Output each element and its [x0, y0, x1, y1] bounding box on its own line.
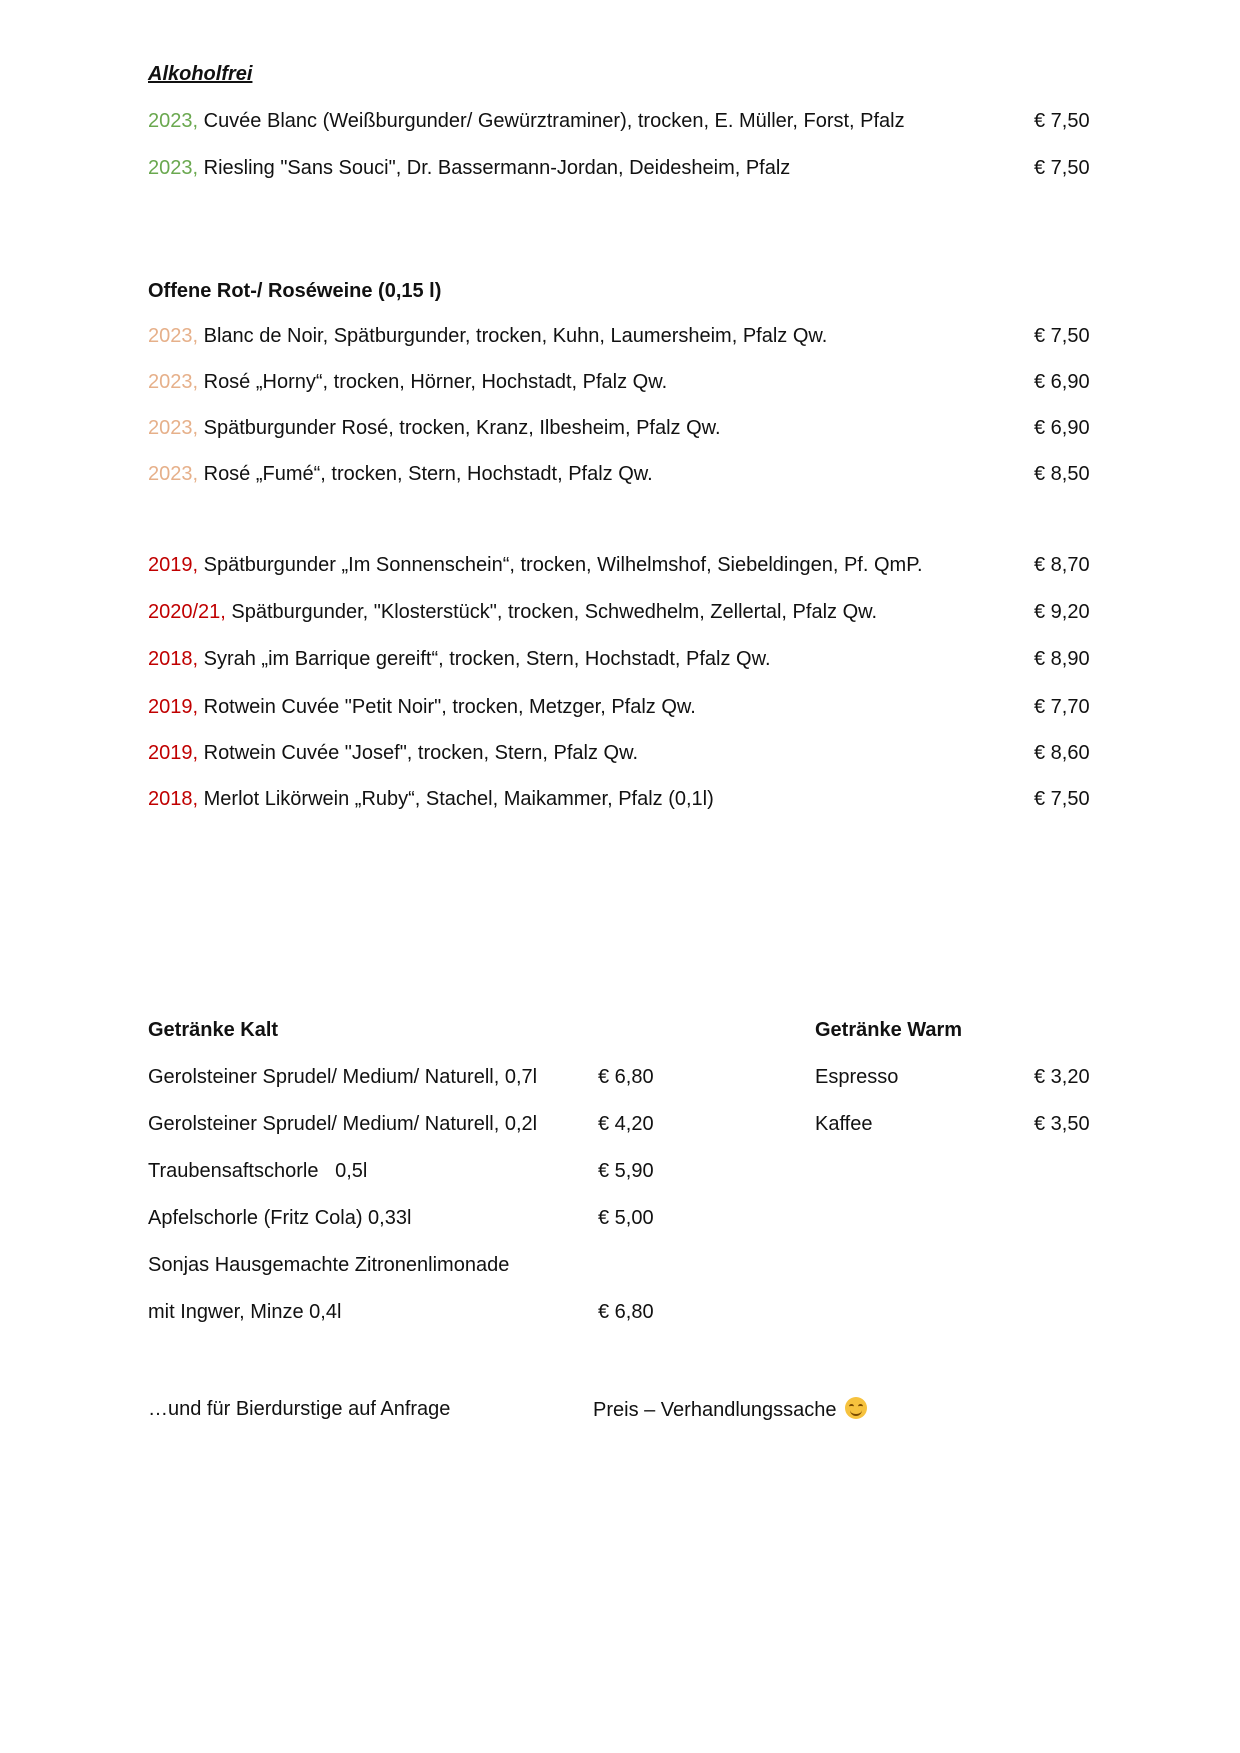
item-price: € 3,20 [1034, 1066, 1090, 1088]
list-item [148, 109, 905, 133]
wine-description: Cuvée Blanc (Weißburgunder/ Gewürztraminer), trocken, E. Müller, Forst, Pfalz [198, 110, 905, 132]
price-note-text: Preis – Verhandlungssache [593, 1399, 837, 1421]
list-item [148, 156, 790, 180]
item-price: € 7,50 [1034, 788, 1090, 810]
vintage-year: 2023, [148, 463, 199, 485]
wine-description: Rosé „Horny“, trocken, Hörner, Hochstadt, Pfalz Qw. [198, 371, 668, 393]
list-item [148, 741, 638, 765]
item-price: € 4,20 [598, 1113, 654, 1135]
vintage-year: 2018, [148, 648, 199, 670]
vintage-year: 2023, [148, 417, 199, 439]
list-item [148, 600, 877, 624]
wine-description: Spätburgunder „Im Sonnenschein“, trocken, Wilhelmshof, Siebeldingen, Pf. QmP. [198, 554, 923, 576]
wine-description: Spätburgunder Rosé, trocken, Kranz, Ilbesheim, Pfalz Qw. [198, 417, 721, 439]
item-price: € 6,90 [1034, 371, 1090, 393]
vintage-year: 2020/21, [148, 601, 226, 623]
drink-name: Apfelschorle (Fritz Cola) 0,33l [148, 1207, 412, 1229]
wine-description: Riesling "Sans Souci", Dr. Bassermann-Jordan, Deidesheim, Pfalz [198, 157, 791, 179]
vintage-year: 2019, [148, 742, 199, 764]
list-item [148, 416, 721, 440]
vintage-year: 2023, [148, 110, 199, 132]
item-price: € 8,50 [1034, 463, 1090, 485]
vintage-year: 2019, [148, 696, 199, 718]
item-price: € 6,90 [1034, 417, 1090, 439]
drink-name: Traubensaftschorle 0,5l [148, 1160, 368, 1182]
item-price: € 5,90 [598, 1160, 654, 1182]
section-title-rot-rose: Offene Rot-/ Roséweine (0,15 l) [148, 280, 442, 302]
item-price: € 6,80 [598, 1301, 654, 1323]
wine-description: Syrah „im Barrique gereift“, trocken, Stern, Hochstadt, Pfalz Qw. [198, 648, 771, 670]
wine-description: Rotwein Cuvée "Josef", trocken, Stern, Pfalz Qw. [198, 742, 639, 764]
list-item [148, 695, 696, 719]
list-item [148, 647, 771, 671]
wine-description: Rotwein Cuvée "Petit Noir", trocken, Metzger, Pfalz Qw. [198, 696, 696, 718]
item-price: € 7,50 [1034, 157, 1090, 179]
wine-description: Spätburgunder, "Klosterstück", trocken, Schwedhelm, Zellertal, Pfalz Qw. [225, 601, 878, 623]
vintage-year: 2019, [148, 554, 199, 576]
item-price: € 9,20 [1034, 601, 1090, 623]
drink-name: Gerolsteiner Sprudel/ Medium/ Naturell, 0,7l [148, 1066, 538, 1088]
drink-name: Espresso [815, 1066, 899, 1088]
wine-description: Merlot Likörwein „Ruby“, Stachel, Maikammer, Pfalz (0,1l) [198, 788, 714, 810]
section-title-warm: Getränke Warm [815, 1019, 963, 1041]
vintage-year: 2023, [148, 371, 199, 393]
list-item [148, 324, 827, 348]
item-price: € 7,50 [1034, 110, 1090, 132]
item-price: € 7,50 [1034, 325, 1090, 347]
smiling-face-icon [845, 1397, 867, 1419]
item-price: € 6,80 [598, 1066, 654, 1088]
list-item [148, 462, 653, 486]
section-title-alkoholfrei: Alkoholfrei [148, 63, 253, 85]
item-price: € 5,00 [598, 1207, 654, 1229]
drink-name: Kaffee [815, 1113, 873, 1135]
item-price: € 8,60 [1034, 742, 1090, 764]
list-item [148, 370, 667, 394]
drink-name: mit Ingwer, Minze 0,4l [148, 1301, 342, 1323]
item-price: € 3,50 [1034, 1113, 1090, 1135]
item-price: € 8,70 [1034, 554, 1090, 576]
price-note [593, 1397, 867, 1422]
vintage-year: 2023, [148, 325, 199, 347]
section-title-kalt: Getränke Kalt [148, 1019, 279, 1041]
beer-note: …und für Bierdurstige auf Anfrage [148, 1398, 451, 1420]
list-item [148, 787, 714, 811]
drink-name: Gerolsteiner Sprudel/ Medium/ Naturell, 0,2l [148, 1113, 538, 1135]
drink-name: Sonjas Hausgemachte Zitronenlimonade [148, 1254, 510, 1276]
item-price: € 8,90 [1034, 648, 1090, 670]
wine-description: Blanc de Noir, Spätburgunder, trocken, Kuhn, Laumersheim, Pfalz Qw. [198, 325, 828, 347]
vintage-year: 2023, [148, 157, 199, 179]
item-price: € 7,70 [1034, 696, 1090, 718]
wine-description: Rosé „Fumé“, trocken, Stern, Hochstadt, Pfalz Qw. [198, 463, 653, 485]
vintage-year: 2018, [148, 788, 199, 810]
list-item [148, 553, 923, 577]
